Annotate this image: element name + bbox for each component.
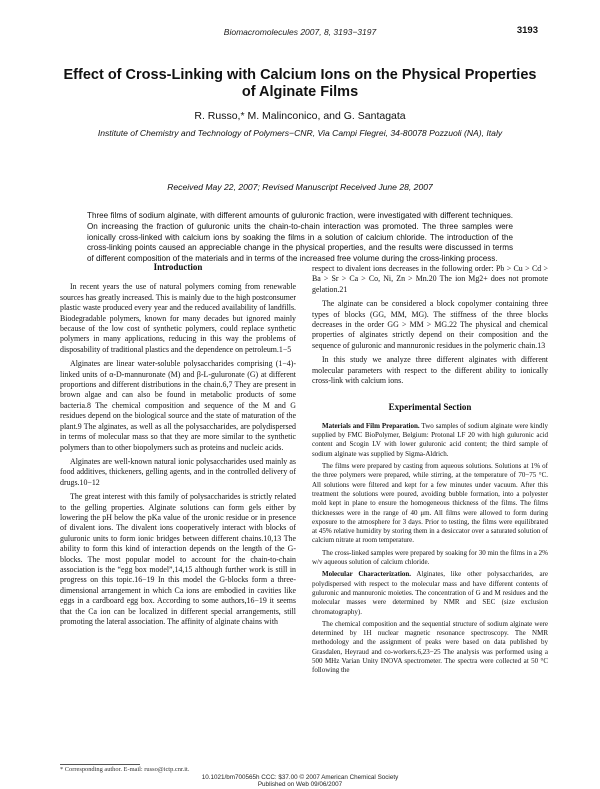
doi-publication-line bbox=[0, 774, 600, 789]
experimental-heading: Experimental Section bbox=[388, 402, 472, 413]
footnote-divider bbox=[60, 764, 140, 765]
affiliation: Institute of Chemistry and Technology of Polymers−CNR, Via Campi Flegrei, 34-80078 Pozzuoli (NA), Italy bbox=[97, 128, 503, 138]
paragraph-text: The cross-linked samples were prepared by soaking for 30 min the films in a 2% w/v aqueous solution of calcium chloride. bbox=[312, 548, 548, 567]
paragraph-text: The chemical composition and the sequential structure of sodium alginate were determined by 1H nuclear magnetic resonance spectroscopy. The NMR methodology and the assignment of peaks were based on data published by Grasdalen, Heyraud and co-workers.6,23−25 The analysis was performed using a 500 MHz Varian Unity INOVA spectrometer. The spectra were collected at 50 °C following the bbox=[312, 619, 548, 675]
journal-citation: Biomacromolecules 2007, 8, 3193−3197 bbox=[223, 27, 377, 37]
paragraph bbox=[312, 620, 548, 676]
paragraph: In recent years the use of natural polymers coming from renewable sources has greatly increased. This is mainly due to the high postconsumer plastic waste produced every year and the reduced availability of landfills. Biodegradable polymers, known for many decades but ignored mainly because of the low cost of synthetic polymers, could replace synthetic polymers in many applications, reducing in this way the problems of disposability of traditional plastics and the dependence on petroleum.1−5 bbox=[60, 282, 296, 354]
runin-heading: Materials and Film Preparation. bbox=[322, 421, 420, 430]
paragraph bbox=[312, 462, 548, 546]
intro-heading: Introduction bbox=[153, 262, 203, 272]
right-column bbox=[312, 264, 548, 676]
runin-heading: Molecular Characterization. bbox=[322, 570, 412, 579]
abstract: Three films of sodium alginate, with different amounts of guluronic fraction, were investigated with different techniques. On increasing the fraction of guluronic units the chain-to-chain interaction was promoted. The three samples were ionically cross-linked with calcium ions by soaking the films in a solution of calcium chloride. The introduction of the cross-linking points caused an appreciable change in the physical properties, and the results were discussed in terms of different composition of the materials and in terms of the increased free volume during the cross-linking process. bbox=[87, 211, 513, 264]
paragraph-text: Two samples of sodium alginate were kindly supplied by FMC BioPolymer, Belgium: Protonal LF 20 with high guluronic acid content and Scogin LV with lower guluronic acid content; the third sample of sodium alginate was supplied by Sigma-Aldrich. bbox=[312, 421, 548, 458]
left-column bbox=[60, 262, 296, 627]
paragraph bbox=[312, 422, 548, 459]
paragraph: Alginates are linear water-soluble polysaccharides comprising (1−4)-linked units of α-D-mannuronate (M) and β-L-guluronate (G) at different proportions and different distributions in the chain.6,7 They are present in brown algae and can also be found in metabolic products of some bacteria.8 The chemical composition and sequence of the M and G residues depend on the biological source and the state of maturation of the plant.9 The alginates, as well as all the polysaccharides, are polydispersed in terms of molecular mass so that they are more similar to the synthetic polymers than to other biopolymers such as proteins and nucleic acids. bbox=[60, 359, 296, 452]
corresponding-author-footnote: * Corresponding author. E-mail: russo@ictp.cnr.it. bbox=[60, 766, 190, 773]
paragraph: respect to divalent ions decreases in the following order: Pb > Cu > Cd > Ba > Sr > Ca > Co, Ni, Zn > Mn.20 The ion Mg2+ does not promote gelation.21 bbox=[312, 264, 548, 294]
paragraph bbox=[312, 570, 548, 616]
article-title: Effect of Cross-Linking with Calcium Ions on the Physical Properties of Alginate Films bbox=[63, 67, 537, 100]
page-number: 3193 bbox=[516, 25, 538, 36]
experimental-body bbox=[312, 422, 548, 676]
received-dates: Received May 22, 2007; Revised Manuscript Received June 28, 2007 bbox=[167, 182, 433, 192]
paragraph: The alginate can be considered a block copolymer containing three types of blocks (GG, MM, MG). The stiffness of the three blocks decreases in the order GG > MM > MG.22 The physical and chemical properties of alginates strictly depend on their composition and the sequence of guluronic and mannuronic residues in the polymeric chain.13 bbox=[312, 299, 548, 350]
web-publication-date: Published on Web 09/06/2007 bbox=[257, 781, 343, 789]
paragraph: In this study we analyze three different alginates with different molecular parameters with respect to the different ability to ionically cross-link with calcium ions. bbox=[312, 355, 548, 386]
paragraph-text: Alginates, like other polysaccharides, are polydispersed with respect to the molecular mass and have different contents of guluronic and mannuronic moieties. The concentration of G and M residues and the molecular masses were determined by NMR and SEC (size exclusion chromatography). bbox=[312, 570, 548, 616]
author-list: R. Russo,* M. Malinconico, and G. Santagata bbox=[194, 110, 406, 122]
paragraph bbox=[312, 549, 548, 568]
paragraph: Alginates are well-known natural ionic polysaccharides used mainly as food additives, thickeners, gelling agents, and in the controlled delivery of drugs.10−12 bbox=[60, 456, 296, 487]
paragraph-text: The films were prepared by casting from aqueous solutions. Solutions at 1% of the three polymers were prepared, while stirring, at the temperature of 70−75 °C. All solutions were filtered and kept for a few minutes under vacuum. After this treatment the solutions were poured, avoiding bubble formation, into a polyester mold kept in plane to ensure the homogeneous thickness of the films. The films thicknesses were in the range of 40 μm. All films were allowed to form during exposure to the atmosphere for 3 days. Prior to testing, the films were equilibrated at 45% relative humidity by storing them in a desiccator over a saturated solution of calcium nitrate at room temperature. bbox=[312, 462, 548, 545]
doi-copyright: 10.1021/bm700565h CCC: $37.00 © 2007 American Chemical Society bbox=[201, 774, 399, 781]
paragraph: The great interest with this family of polysaccharides is strictly related to the gelling properties. Alginate solutions can form gels either by lowering the pH below the pKa value of the uronic residue or in presence of divalent ions. The divalent ions cooperatively interact with blocks of guluronic units to form ionic bridges between different chains.10,13 The ability to form this kind of interaction depends on the length of the G-blocks. The most popular model to account for the chain-to-chain association is the “egg box model”,14,15 although further work is still in progress on this topic.16−19 In this model the G-blocks form a three-dimensional arrangement in which Ca ions are embodied in cavities like eggs in a cardboard egg box. According to some authors,16−19 it seems that the Ca ion can be localized in different special arrangements, still promoting the lateral association. The affinity of alginate chains with bbox=[60, 492, 296, 626]
